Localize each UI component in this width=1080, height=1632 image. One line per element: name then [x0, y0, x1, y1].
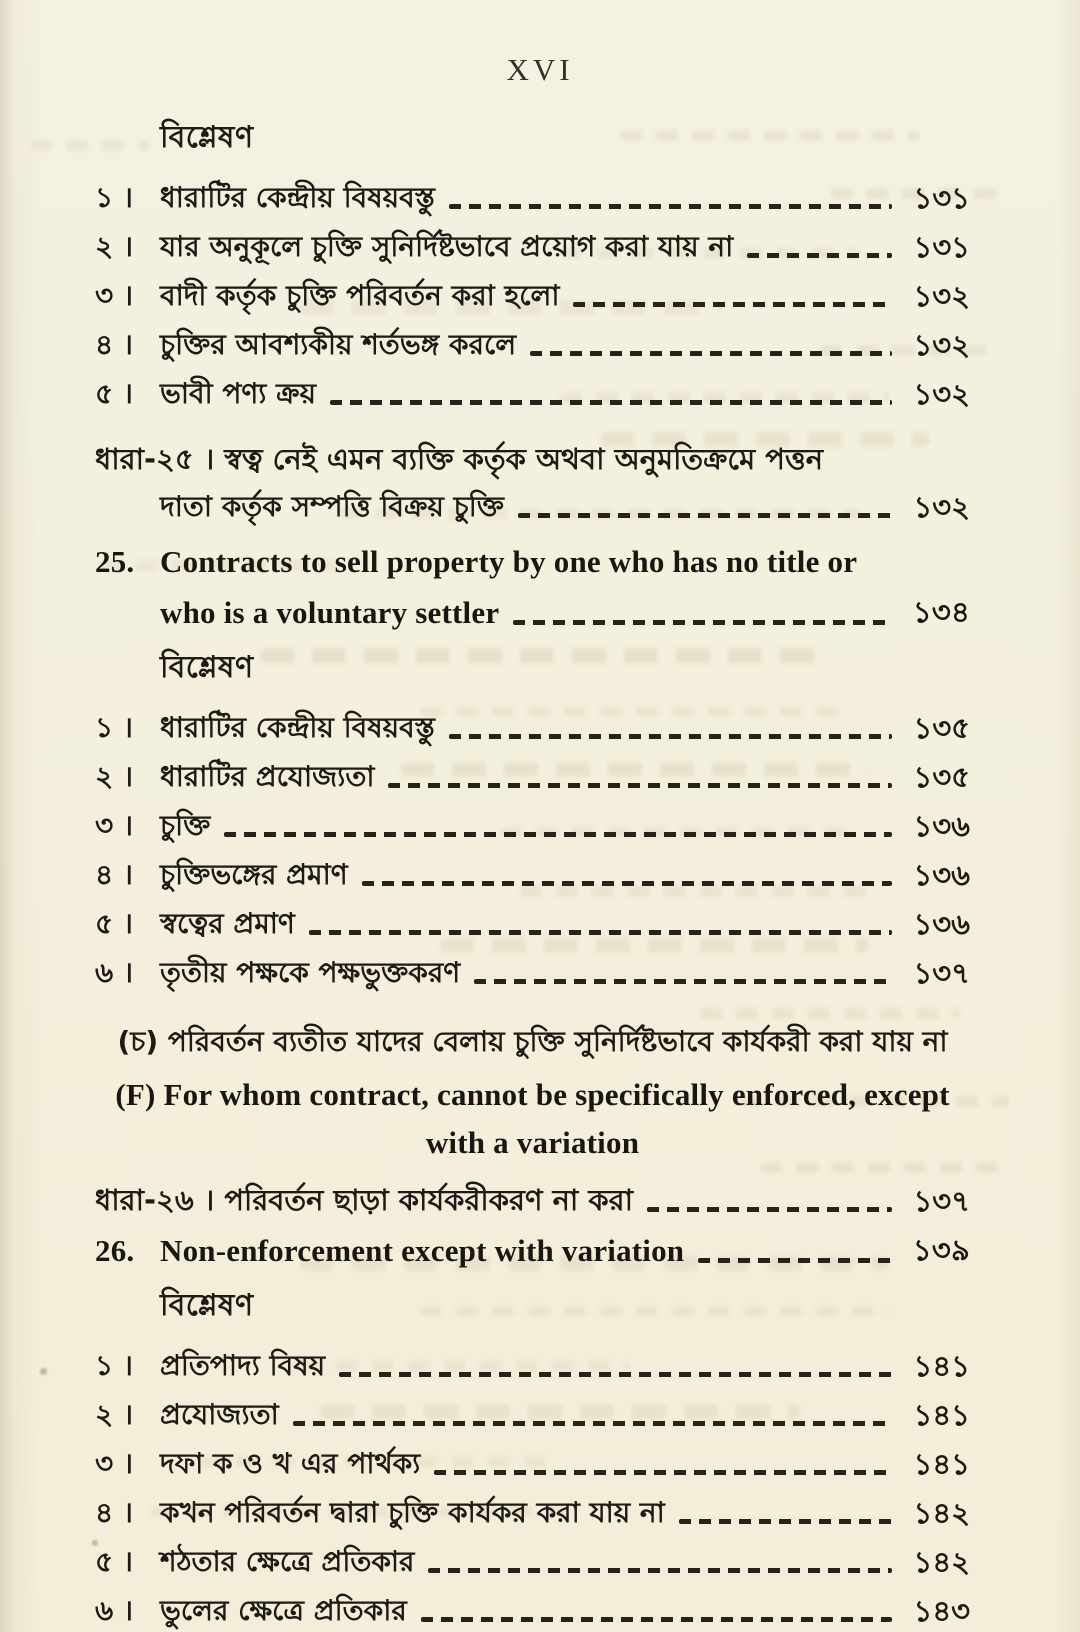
- section-entry-line: ধারা-২৫ । স্বত্ব নেই এমন ব্যক্তি কর্তৃক অথবা অনুমতিক্রমে পত্তন: [95, 442, 824, 476]
- item-page-number: ১৪৩: [913, 1594, 970, 1628]
- item-number: ২ ।: [95, 760, 133, 793]
- toc-item: [95, 1395, 970, 1435]
- dash-leader: [421, 1617, 892, 1622]
- item-number: ৪ ।: [95, 328, 133, 361]
- toc-item: [95, 374, 970, 414]
- item-page-number: ১৪১: [913, 1447, 970, 1481]
- item-number: ১ ।: [95, 1349, 133, 1382]
- toc-item: [95, 325, 970, 365]
- dash-leader: [388, 783, 892, 788]
- item-page-number: ১৩৬: [913, 907, 970, 941]
- item-page-number: ১৩৬: [913, 858, 970, 892]
- toc-item: [95, 1591, 970, 1631]
- item-number: ১ ।: [95, 181, 133, 214]
- item-title: যার অনুকূলে চুক্তি সুনির্দিষ্টভাবে প্রয়োগ করা যায় না: [160, 230, 734, 263]
- item-page-number: ১৩৪: [912, 597, 970, 629]
- item-page-number: ১৩৭: [913, 956, 970, 990]
- item-page-number: ১৩৬: [913, 809, 970, 843]
- item-number: ৩ ।: [95, 1447, 133, 1480]
- section-entry-text: ধারা-২৬ । পরিবর্তন ছাড়া কার্যকরীকরণ না করা: [95, 1183, 634, 1217]
- dash-leader: [293, 1421, 892, 1426]
- section-number: 26.: [95, 1233, 135, 1268]
- item-page-number: ১৩২: [913, 490, 970, 524]
- item-number: ৪ ।: [95, 1496, 133, 1529]
- dash-leader: [449, 204, 892, 209]
- item-number: ৪ ।: [95, 858, 133, 891]
- group-f-heading-en-line2: with a variation: [425, 1125, 640, 1160]
- item-number: ৬ ।: [95, 1594, 133, 1627]
- dash-leader: [330, 400, 892, 405]
- item-page-number: ১৪২: [913, 1545, 970, 1579]
- dash-leader: [647, 1207, 892, 1212]
- item-number: ৩ ।: [95, 279, 133, 312]
- section-entry-text: Non-enforcement except with variation: [160, 1233, 685, 1268]
- toc-item: [95, 757, 970, 797]
- item-title: চুক্তিভঙ্গের প্রমাণ: [160, 858, 348, 891]
- item-title: বাদী কর্তৃক চুক্তি পরিবর্তন করা হলো: [160, 279, 560, 312]
- item-title: দফা ক ও খ এর পার্থক্য: [160, 1447, 421, 1480]
- dash-leader: [573, 302, 892, 307]
- section-25-bn-entry: [95, 438, 970, 527]
- paper-speck: [40, 1368, 47, 1375]
- item-number: ২ ।: [95, 230, 133, 263]
- analysis-heading: বিশ্লেষণ: [160, 1288, 254, 1323]
- section-number: 25.: [95, 544, 135, 579]
- dash-leader: [434, 1470, 892, 1475]
- item-number: ৬ ।: [95, 956, 133, 989]
- toc-item: [95, 227, 970, 267]
- analysis-heading: বিশ্লেষণ: [160, 650, 254, 685]
- item-page-number: ১৩৯: [912, 1235, 970, 1267]
- item-title: স্বত্বের প্রমাণ: [160, 907, 295, 940]
- dash-leader: [449, 734, 892, 739]
- dash-leader: [362, 881, 892, 886]
- dash-leader: [518, 513, 892, 518]
- item-page-number: ১৩২: [913, 279, 970, 313]
- section-25-en-entry: [95, 541, 970, 634]
- item-page-number: ১৩৭: [913, 1184, 970, 1218]
- toc-item: [95, 1444, 970, 1484]
- item-title: ধারাটির কেন্দ্রীয় বিষয়বস্তু: [160, 181, 435, 214]
- toc-item: [95, 806, 970, 846]
- item-title: ধারাটির প্রযোজ্যতা: [160, 760, 375, 793]
- item-page-number: ১৩৫: [913, 711, 970, 745]
- item-title: ধারাটির কেন্দ্রীয় বিষয়বস্তু: [160, 711, 435, 744]
- item-page-number: ১৪২: [913, 1496, 970, 1530]
- item-title: কখন পরিবর্তন দ্বারা চুক্তি কার্যকর করা যায় না: [160, 1496, 665, 1529]
- item-title: চুক্তির আবশ্যকীয় শর্তভঙ্গ করলে: [160, 328, 517, 361]
- section-entry-text: who is a voluntary settler: [160, 595, 500, 630]
- section-entry-line: [160, 592, 970, 634]
- group-f-heading-bn: (চ) পরিবর্তন ব্যতীত যাদের বেলায় চুক্তি সুনির্দিষ্টভাবে কার্যকরী করা যায় না: [117, 1025, 948, 1058]
- item-page-number: ১৩১: [913, 181, 970, 215]
- section-entry-line: [95, 541, 970, 583]
- dash-leader: [428, 1568, 892, 1573]
- dash-leader: [513, 620, 892, 625]
- dash-leader: [679, 1519, 892, 1524]
- section-entry-text: Contracts to sell property by one who has no title or: [160, 544, 858, 579]
- toc-item: [95, 904, 970, 944]
- section-entry-line: [160, 487, 970, 527]
- section-26-bn-entry: [95, 1179, 970, 1221]
- page-folio-number: XVI: [506, 52, 574, 87]
- toc-item: [95, 1493, 970, 1533]
- item-page-number: ১৩২: [913, 328, 970, 362]
- item-number: ১ ।: [95, 711, 133, 744]
- item-title: শঠতার ক্ষেত্রে প্রতিকার: [160, 1545, 415, 1578]
- item-title: ভুলের ক্ষেত্রে প্রতিকার: [160, 1594, 407, 1627]
- item-number: ৩ ।: [95, 809, 133, 842]
- item-page-number: ১৪১: [913, 1349, 970, 1383]
- item-number: ৫ ।: [95, 377, 133, 410]
- toc-item: [95, 1542, 970, 1582]
- item-page-number: ১৪১: [913, 1398, 970, 1432]
- dash-leader: [339, 1372, 892, 1377]
- item-page-number: ১৩২: [913, 377, 970, 411]
- item-title: তৃতীয় পক্ষকে পক্ষভুক্তকরণ: [160, 956, 461, 989]
- section-entry-text: দাতা কর্তৃক সম্পত্তি বিক্রয় চুক্তি: [160, 490, 504, 523]
- dash-leader: [530, 351, 892, 356]
- item-page-number: ১৩১: [913, 230, 970, 264]
- dash-leader: [474, 979, 892, 984]
- item-number: ৫ ।: [95, 1545, 133, 1578]
- dash-leader: [698, 1258, 892, 1263]
- item-title: চুক্তি: [160, 809, 211, 842]
- item-number: ৫ ।: [95, 907, 133, 940]
- dash-leader: [224, 832, 892, 837]
- item-title: ভাবী পণ্য ক্রয়: [160, 377, 317, 410]
- group-f-heading: [95, 1021, 970, 1165]
- item-page-number: ১৩৫: [913, 760, 970, 794]
- dash-leader: [309, 930, 892, 935]
- toc-item: [95, 708, 970, 748]
- item-number: ২ ।: [95, 1398, 133, 1431]
- table-of-contents: [95, 118, 970, 1632]
- dash-leader: [747, 253, 892, 258]
- toc-item: [95, 953, 970, 993]
- toc-item: [95, 276, 970, 316]
- analysis-heading: বিশ্লেষণ: [160, 120, 254, 155]
- item-title: প্রযোজ্যতা: [160, 1398, 279, 1431]
- toc-item: [95, 178, 970, 218]
- section-26-en-entry: [95, 1230, 970, 1272]
- toc-item: [95, 855, 970, 895]
- toc-item: [95, 1346, 970, 1386]
- item-title: প্রতিপাদ্য বিষয়: [160, 1349, 326, 1382]
- group-f-heading-en-line1: (F) For whom contract, cannot be specifically enforced, except: [115, 1077, 950, 1112]
